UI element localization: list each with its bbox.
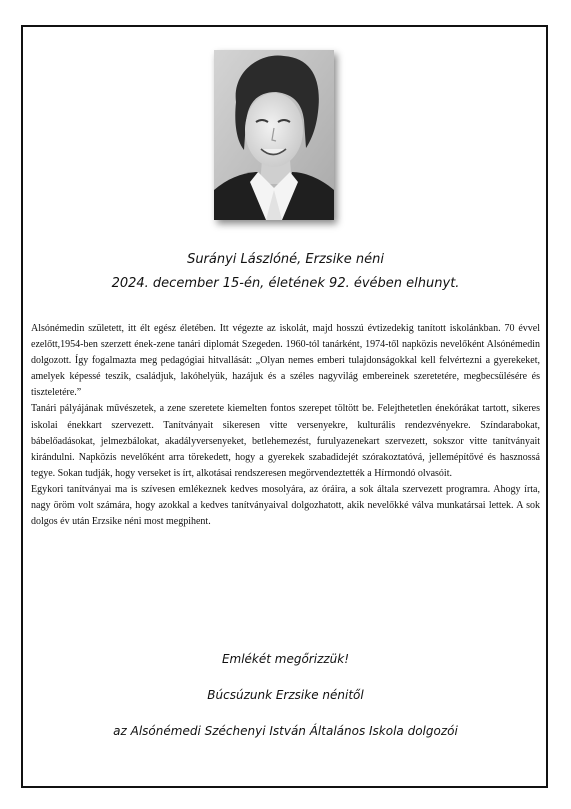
portrait-photo bbox=[214, 50, 334, 220]
signature-line: az Alsónémedi Széchenyi István Általános Iskola dolgozói bbox=[113, 724, 458, 738]
obituary-text bbox=[31, 321, 540, 530]
remembrance-line: Emlékét megőrizzük! bbox=[221, 652, 350, 666]
death-date-line: 2024. december 15-én, életének 92. évében elhunyt. bbox=[111, 276, 460, 291]
paragraph-1: Alsónémedin született, itt élt egész életében. Itt végezte az iskolát, majd hosszú évtizedekig tanított iskolánkban. 70 évvel ezelőtt,1954-ben szerzett ének-zene tanári diplomát Szegeden. 1960-tól tanárként, 1974-től napközis nevelőként Alsónémedin dolgozott. Így fogalmazta meg pedagógiai hitvallását: „Olyan nemes emberi tulajdonságokkal kell felvértezni a gyerekeket, amelyek képessé teszik, családjuk, lakóhelyük, hazájuk és a széles nagyvilág embereinek szeretetére, megbecsülésére és tiszteletére.” bbox=[31, 323, 540, 399]
paragraph-2: Tanári pályájának művészetek, a zene szeretete kiemelten fontos szerepet töltött be. Felejthetetlen énekórákat tartott, sikeres iskolai énekkart szervezett. Tanítványait sikeresen vitte versenyekre, kulturális rendezvényekre. Színdarabokat, bábelőadásokat, jelmezbálokat, akadályversenyeket, betlehemezést, furulyazenekart szervezett, sokszor vitte tanítványait kirándulni. Napközis nevelőként arra törekedett, hogy a gyerekek szabadidejét szórakoztatóvá, jellemépítővé és hasznossá tegye. Sokan tudják, hogy verseket is írt, alkotásai rendszeresen megörvendeztették a Hírmondó olvasóit. bbox=[31, 403, 540, 479]
paragraph-3: Egykori tanítványai ma is szívesen emlékeznek kedves mosolyára, az óráira, a sok általa szervezett programra. Ahogy írta, nagy öröm volt számára, hogy azokkal a kedves tanítványaival dolgozhatott, akik nevelőkké válva munkatársai lettek. A sok dolgos év után Erzsike néni most megpihent. bbox=[31, 483, 540, 528]
deceased-name: Surányi Lászlóné, Erzsike néni bbox=[187, 252, 384, 267]
farewell-line: Búcsúzunk Erzsike nénitől bbox=[207, 688, 364, 702]
portrait-image bbox=[214, 50, 334, 220]
